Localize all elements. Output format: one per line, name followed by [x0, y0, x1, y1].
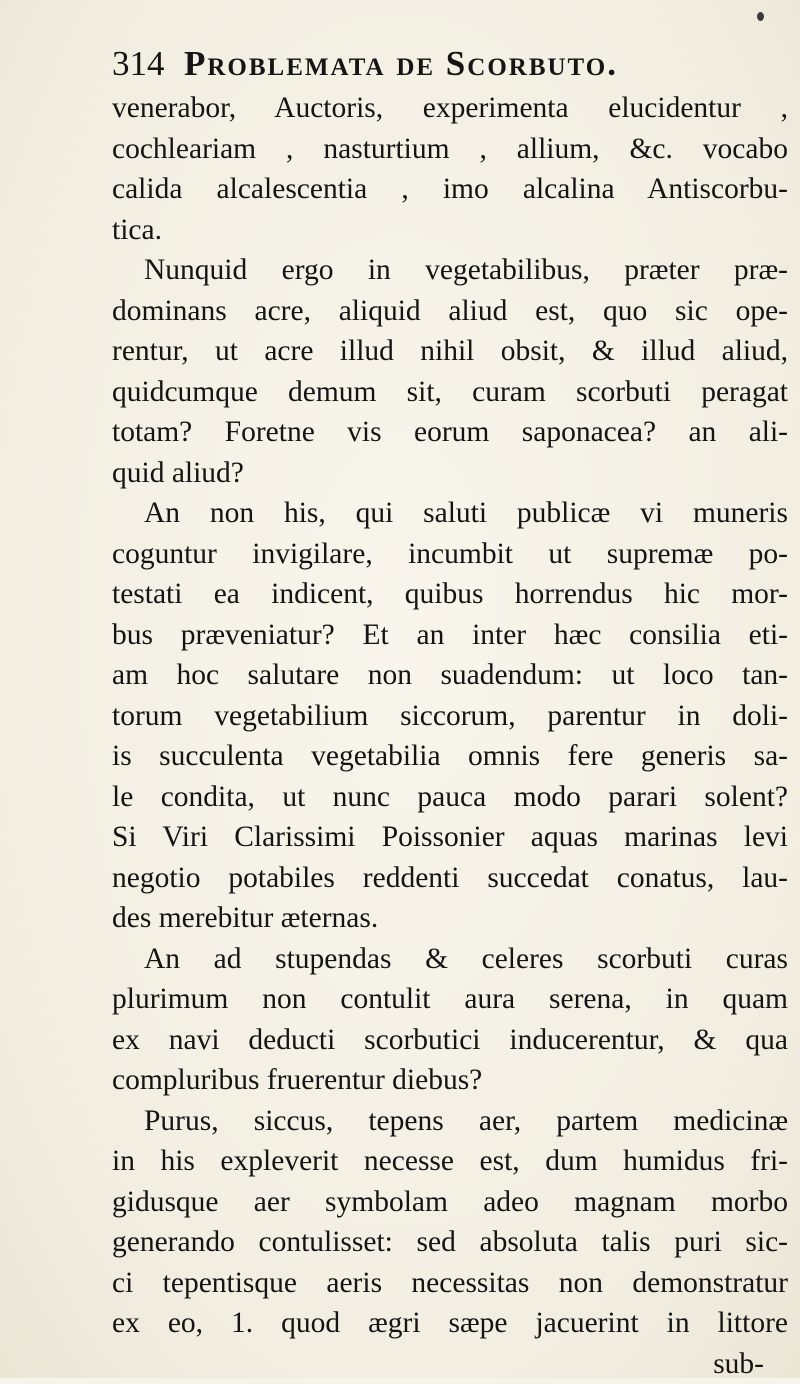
running-head: Problemata de Scorbuto. — [184, 42, 618, 86]
text-line: venerabor, Auctoris, experimenta elucidentur , — [112, 88, 788, 129]
text-line: bus præveniatur? Et an inter hæc consilia eti- — [112, 615, 788, 656]
text-line: des merebitur æternas. — [112, 898, 788, 939]
text-line: totam? Foretne vis eorum saponacea? an ali- — [112, 412, 788, 453]
text-line: torum vegetabilium siccorum, parentur in doli- — [112, 696, 788, 737]
paragraph-first-line: Nunquid ergo in vegetabilibus, præter præ- — [112, 250, 788, 291]
text-line: generando contulisset: sed absoluta talis puri sic- — [112, 1222, 788, 1263]
text-line: dominans acre, aliquid aliud est, quo sic ope- — [112, 291, 788, 332]
text-line: Si Viri Clarissimi Poissonier aquas marinas levi — [112, 817, 788, 858]
text-line: tica. — [112, 210, 788, 251]
text-line: calida alcalescentia , imo alcalina Antiscorbu- — [112, 169, 788, 210]
text-line: testati ea indicent, quibus horrendus hic mor- — [112, 574, 788, 615]
text-line: is succulenta vegetabilia omnis fere generis sa- — [112, 736, 788, 777]
text-line: quid aliud? — [112, 453, 788, 494]
text-line: negotio potabiles reddenti succedat conatus, lau- — [112, 858, 788, 899]
page-header — [112, 42, 772, 86]
body-text — [112, 88, 788, 1384]
text-line: cochleariam , nasturtium , allium, &c. vocabo — [112, 129, 788, 170]
text-line: gidusque aer symbolam adeo magnam morbo — [112, 1182, 788, 1223]
text-line: rentur, ut acre illud nihil obsit, & illud aliud, — [112, 331, 788, 372]
paragraph-first-line: An non his, qui saluti publicæ vi muneris — [112, 493, 788, 534]
page-number: 314 — [112, 42, 165, 86]
text-line: compluribus fruerentur diebus? — [112, 1060, 788, 1101]
text-line: coguntur invigilare, incumbit ut supremæ po- — [112, 534, 788, 575]
text-line: plurimum non contulit aura serena, in quam — [112, 979, 788, 1020]
paragraph-first-line: An ad stupendas & celeres scorbuti curas — [112, 939, 788, 980]
text-line: in his expleverit necesse est, dum humidus fri- — [112, 1141, 788, 1182]
text-line: ex eo, 1. quod ægri sæpe jacuerint in littore — [112, 1303, 788, 1344]
ink-speck — [757, 12, 764, 21]
text-line: le condita, ut nunc pauca modo parari solent? — [112, 777, 788, 818]
text-line: quidcumque demum sit, curam scorbuti peragat — [112, 372, 788, 413]
text-line: ex navi deducti scorbutici inducerentur, & qua — [112, 1020, 788, 1061]
text-line: am hoc salutare non suadendum: ut loco tan- — [112, 655, 788, 696]
paragraph-first-line: Purus, siccus, tepens aer, partem medicinæ — [112, 1101, 788, 1142]
catchword: sub- — [112, 1344, 788, 1384]
text-line: ci tepentisque aeris necessitas non demonstratur — [112, 1263, 788, 1304]
